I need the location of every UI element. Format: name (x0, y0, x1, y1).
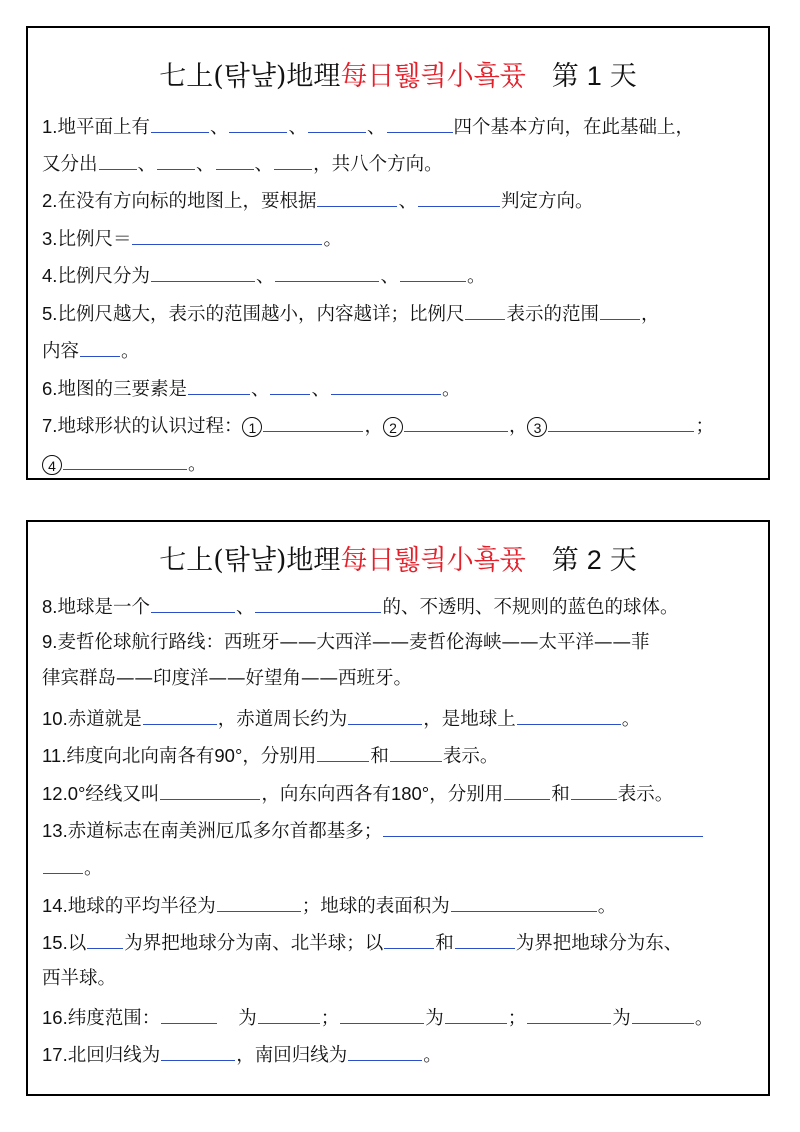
title-prefix: 七上(탂냪)地理 (159, 545, 341, 576)
separator: 、 (235, 597, 255, 618)
question-text: 以 (67, 933, 87, 954)
question-text: 。 (441, 379, 461, 400)
separator: 、 (288, 117, 307, 138)
question-text: 的、不透明、不规则的蓝色的球体。 (382, 597, 679, 618)
question-text: 纬度范围： (67, 1008, 161, 1029)
answer-blank[interactable] (63, 449, 187, 470)
question-text: 。 (466, 266, 486, 287)
question-text: 律宾群岛——印度洋——好望角——西班牙。 (42, 668, 413, 689)
answer-blank[interactable] (331, 374, 441, 395)
answer-blank[interactable] (308, 112, 366, 133)
title-red: 每日퉳킠小훀퓼 (340, 545, 526, 576)
question-number: 4. (42, 265, 58, 286)
separator: 、 (209, 117, 229, 138)
answer-blank[interactable] (465, 299, 505, 320)
answer-blank[interactable] (270, 374, 310, 395)
question-4 (42, 261, 486, 290)
answer-blank[interactable] (348, 704, 422, 725)
answer-blank[interactable] (387, 112, 453, 133)
question-number: 2. (42, 190, 58, 211)
question-text: 地球的平均半径为 (67, 896, 216, 917)
separator: ， (364, 416, 383, 437)
question-5-line-1 (42, 299, 659, 328)
answer-blank[interactable] (451, 891, 597, 912)
question-1-line-2 (42, 149, 443, 178)
answer-blank[interactable] (255, 592, 381, 613)
question-text: 比例尺越大，表示的范围越小，内容越详；比例尺 (57, 304, 465, 325)
question-text: 内容 (42, 341, 80, 362)
question-8 (42, 592, 678, 621)
question-number: 6. (42, 378, 58, 399)
title-day-suffix: 天 (609, 61, 637, 92)
title-red: 每日퉳킠小훀퓼 (340, 61, 526, 92)
circled-number-4: 4 (42, 455, 62, 475)
answer-blank[interactable] (445, 1003, 507, 1024)
question-text: 比例尺＝ (57, 229, 132, 250)
question-16 (42, 1003, 713, 1032)
question-number: 12. (42, 783, 68, 804)
question-text: 表示的范围 (506, 304, 599, 325)
question-number: 8. (42, 596, 58, 617)
question-number: 3. (42, 228, 58, 249)
answer-blank[interactable] (571, 779, 617, 800)
title-day-char: 第 (551, 545, 579, 576)
card-title (28, 54, 768, 93)
question-text: 。 (597, 896, 617, 917)
question-number: 11. (42, 745, 67, 766)
question-10 (42, 704, 640, 733)
question-text: 赤道标志在南美洲厄瓜多尔首都基多； (67, 821, 383, 842)
question-text: ，是地球上 (423, 709, 516, 730)
separator: 、 (380, 266, 399, 287)
question-11 (42, 741, 498, 770)
question-number: 16. (42, 1007, 68, 1028)
answer-blank[interactable] (258, 1003, 320, 1024)
question-number: 5. (42, 303, 58, 324)
question-text: ，分别用 (429, 784, 504, 805)
question-text: 为界把地球分为东、 (515, 933, 683, 954)
answer-blank[interactable] (151, 261, 255, 282)
question-text: 。 (323, 229, 342, 250)
degree-value: 180° (390, 783, 430, 804)
answer-blank[interactable] (160, 779, 260, 800)
question-text: 。 (423, 1045, 442, 1066)
title-prefix: 七上(탂냪)地理 (159, 61, 341, 92)
question-14 (42, 891, 616, 920)
degree-value: 0° (67, 783, 86, 804)
answer-blank[interactable] (157, 149, 195, 170)
question-text: 四个基本方向，在此基础上， (453, 117, 695, 138)
question-number: 10. (42, 708, 68, 729)
question-text: ，共八个方向。 (313, 154, 443, 175)
worksheet-card-day-2 (26, 520, 770, 1096)
answer-blank[interactable] (99, 149, 137, 170)
question-text: 纬度向北向南各有 (66, 746, 215, 767)
answer-blank[interactable] (151, 112, 209, 133)
answer-blank[interactable] (632, 1003, 694, 1024)
question-text: ， (640, 304, 660, 325)
question-text: ，赤道周长约为 (217, 709, 348, 730)
answer-blank[interactable] (80, 336, 120, 357)
question-number: 7. (42, 415, 58, 436)
question-text: 经线又叫 (85, 784, 160, 805)
question-5-line-2 (42, 336, 140, 365)
separator: 、 (250, 379, 270, 400)
answer-blank[interactable] (43, 853, 83, 874)
question-text: 为 (425, 1008, 444, 1029)
question-9-line-1 (42, 629, 649, 656)
answer-blank[interactable] (274, 149, 312, 170)
question-2 (42, 186, 593, 215)
question-text: ，向东向西各有 (261, 784, 391, 805)
question-17 (42, 1040, 442, 1069)
question-text: 西半球。 (42, 968, 117, 989)
title-day-char: 第 (551, 61, 579, 92)
separator: ； (320, 1008, 340, 1029)
answer-blank[interactable] (263, 411, 363, 432)
question-text: 为界把地球分为南、北半球；以 (124, 933, 384, 954)
answer-blank[interactable] (527, 1003, 611, 1024)
question-text: 地球是一个 (57, 597, 150, 618)
question-7-line-2 (42, 449, 207, 478)
question-13-line-2 (42, 853, 103, 882)
answer-blank[interactable] (340, 1003, 424, 1024)
question-text: 。 (84, 858, 103, 879)
question-text: 又分出 (42, 154, 98, 175)
question-text: 判定方向。 (500, 191, 594, 212)
answer-blank[interactable] (404, 411, 508, 432)
answer-blank[interactable] (161, 1040, 235, 1061)
question-text: 地球形状的认识过程： (57, 416, 243, 437)
answer-blank[interactable] (455, 928, 515, 949)
answer-blank[interactable] (548, 411, 694, 432)
answer-blank[interactable] (418, 186, 500, 207)
answer-blank[interactable] (504, 779, 550, 800)
worksheet-card-day-1 (26, 26, 770, 480)
question-6 (42, 374, 461, 403)
question-number: 9. (42, 631, 58, 652)
answer-blank[interactable] (390, 741, 442, 762)
answer-blank[interactable] (151, 592, 235, 613)
card-title (28, 538, 768, 577)
question-12 (42, 779, 673, 808)
question-text: 。 (621, 709, 641, 730)
question-7-line-1 (42, 411, 714, 440)
separator: 、 (366, 117, 386, 138)
answer-blank[interactable] (217, 891, 301, 912)
title-day-number: 1 (586, 61, 602, 91)
circled-number-2: 2 (383, 417, 403, 437)
question-text: 麦哲伦球航行路线：西班牙——大西洋——麦哲伦海峡——太平洋——菲 (57, 632, 650, 653)
answer-blank[interactable] (400, 261, 466, 282)
question-text: ，分别用 (242, 746, 317, 767)
question-text: 表示。 (617, 784, 674, 805)
answer-blank[interactable] (161, 1003, 217, 1024)
question-text: 地平面上有 (57, 117, 150, 138)
question-text: 北回归线为 (67, 1045, 161, 1066)
question-text: 。 (188, 454, 207, 475)
degree-value: 90° (214, 745, 243, 766)
answer-blank[interactable] (229, 112, 287, 133)
question-text: 和 (551, 784, 570, 805)
question-text: 。 (694, 1008, 714, 1029)
question-number: 13. (42, 820, 68, 841)
title-day-suffix: 天 (609, 545, 637, 576)
answer-blank[interactable] (87, 928, 123, 949)
answer-blank[interactable] (143, 704, 217, 725)
question-text: 比例尺分为 (57, 266, 150, 287)
question-text: 为 (238, 1008, 257, 1029)
question-15-line-1 (42, 928, 682, 957)
answer-blank[interactable] (384, 928, 434, 949)
separator: ； (507, 1008, 527, 1029)
question-text: 和 (370, 746, 389, 767)
question-number: 15. (42, 932, 68, 953)
question-text: 和 (435, 933, 454, 954)
question-text: 赤道就是 (67, 709, 142, 730)
separator: ； (695, 416, 714, 437)
question-number: 14. (42, 895, 68, 916)
answer-blank[interactable] (188, 374, 250, 395)
answer-blank[interactable] (517, 704, 621, 725)
question-text: 地图的三要素是 (57, 379, 187, 400)
question-1-line-1 (42, 112, 694, 141)
separator: 、 (196, 154, 215, 175)
separator: 、 (255, 266, 275, 287)
question-text: 为 (612, 1008, 631, 1029)
answer-blank[interactable] (600, 299, 640, 320)
circled-number-1: 1 (242, 417, 262, 437)
question-text: 在没有方向标的地图上，要根据 (57, 191, 317, 212)
title-day-number: 2 (586, 545, 602, 575)
separator: ， (508, 416, 528, 437)
question-text: ，南回归线为 (236, 1045, 348, 1066)
question-13-line-1 (42, 816, 704, 845)
question-15-line-2 (42, 966, 116, 992)
question-text: 。 (121, 341, 140, 362)
question-3 (42, 224, 342, 253)
separator: 、 (398, 191, 417, 212)
separator: 、 (311, 379, 330, 400)
answer-blank[interactable] (275, 261, 379, 282)
question-number: 17. (42, 1044, 68, 1065)
question-number: 1. (42, 116, 58, 137)
answer-blank[interactable] (132, 224, 322, 245)
answer-blank[interactable] (317, 741, 369, 762)
answer-blank[interactable] (383, 816, 703, 837)
question-text: 表示。 (442, 746, 499, 767)
answer-blank[interactable] (348, 1040, 422, 1061)
question-text: ；地球的表面积为 (301, 896, 450, 917)
circled-number-3: 3 (527, 417, 547, 437)
answer-blank[interactable] (216, 149, 254, 170)
answer-blank[interactable] (317, 186, 397, 207)
separator: 、 (254, 154, 274, 175)
separator: 、 (137, 154, 157, 175)
question-9-line-2 (42, 666, 412, 692)
